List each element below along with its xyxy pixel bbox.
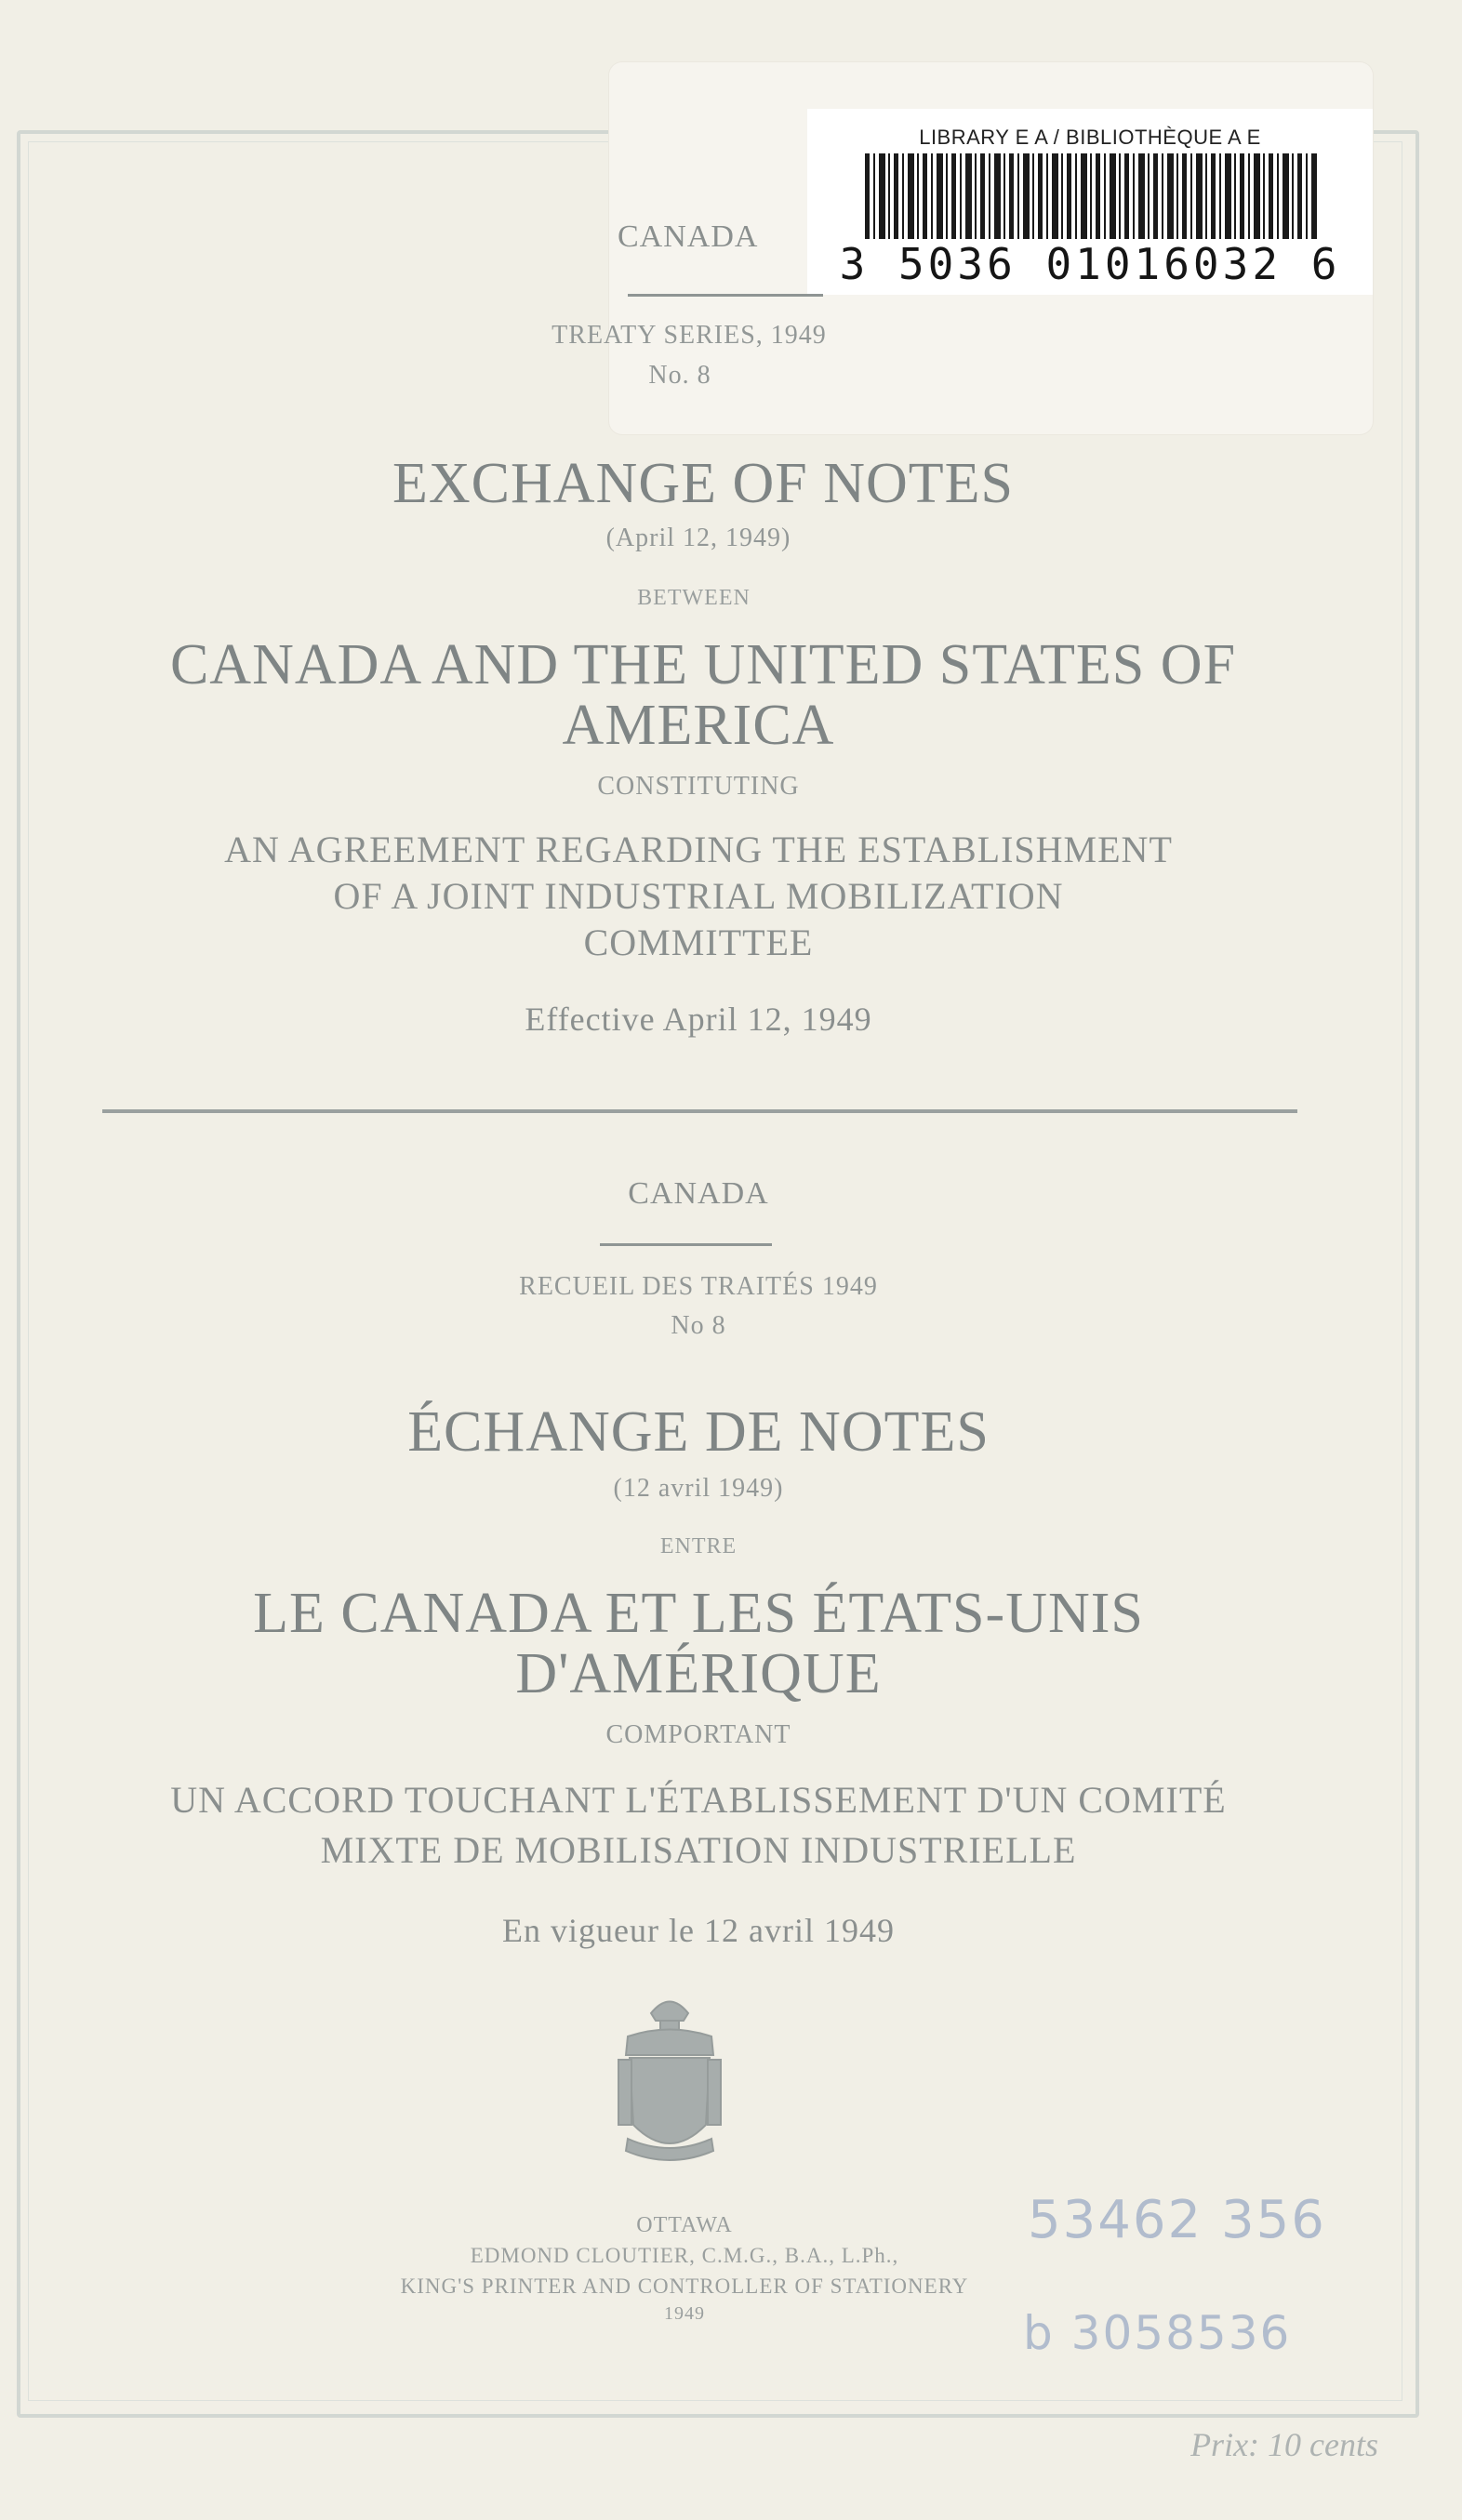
fr-series: RECUEIL DES TRAITÉS 1949 <box>519 1272 878 1301</box>
en-parties-line1: CANADA AND THE UNITED STATES OF <box>169 633 1237 696</box>
fr-subject-line1: UN ACCORD TOUCHANT L'ÉTABLISSEMENT D'UN COMITÉ <box>170 1779 1227 1821</box>
barcode-sticker <box>807 109 1373 295</box>
fr-date: (12 avril 1949) <box>613 1474 784 1503</box>
en-parties-line2: AMERICA <box>562 694 835 757</box>
barcode-library-text: LIBRARY E A / BIBLIOTHÈQUE A E <box>919 126 1261 149</box>
en-subject-line2: OF A JOINT INDUSTRIAL MOBILIZATION <box>333 875 1064 917</box>
en-number: No. 8 <box>648 361 711 390</box>
imprint-line2: KING'S PRINTER AND CONTROLLER OF STATIONERY <box>400 2275 969 2298</box>
en-short-rule <box>628 294 823 297</box>
fr-parties-line1: LE CANADA ET LES ÉTATS-UNIS <box>253 1582 1144 1645</box>
fr-parties-line2: D'AMÉRIQUE <box>515 1642 882 1705</box>
fr-effective: En vigueur le 12 avril 1949 <box>502 1912 895 1949</box>
en-between: BETWEEN <box>637 586 751 610</box>
fr-comportant: COMPORTANT <box>605 1720 791 1749</box>
en-country: CANADA <box>618 219 759 254</box>
barcode-number: 3 5036 01016032 6 <box>839 239 1341 289</box>
price-text: Prix: 10 cents <box>1190 2426 1378 2463</box>
en-date: (April 12, 1949) <box>605 524 791 552</box>
fr-between: ENTRE <box>659 1534 738 1558</box>
imprint-year: 1949 <box>664 2303 705 2324</box>
en-series: TREATY SERIES, 1949 <box>552 321 827 350</box>
imprint-line1: EDMOND CLOUTIER, C.M.G., B.A., L.Ph., <box>470 2244 899 2267</box>
coat-of-arms-icon <box>609 1985 730 2171</box>
fr-short-rule <box>600 1243 772 1246</box>
stamp-number-1: 53462 356 <box>1028 2190 1326 2250</box>
en-constituting: CONSTITUTING <box>597 772 800 801</box>
fr-subject-line2: MIXTE DE MOBILISATION INDUSTRIELLE <box>320 1829 1077 1871</box>
en-subject-line1: AN AGREEMENT REGARDING THE ESTABLISHMENT <box>224 829 1173 870</box>
barcode-bars-icon <box>865 153 1317 239</box>
en-effective: Effective April 12, 1949 <box>525 1001 872 1038</box>
imprint-city: OTTAWA <box>636 2213 733 2237</box>
en-subject-line3: COMMITTEE <box>583 922 814 963</box>
fr-country: CANADA <box>628 1176 769 1211</box>
en-title: EXCHANGE OF NOTES <box>392 452 1014 515</box>
section-divider-rule <box>102 1109 1297 1113</box>
fr-number: No 8 <box>671 1311 726 1340</box>
stamp-number-2: b 3058536 <box>1023 2306 1292 2360</box>
fr-title: ÉCHANGE DE NOTES <box>407 1400 990 1464</box>
